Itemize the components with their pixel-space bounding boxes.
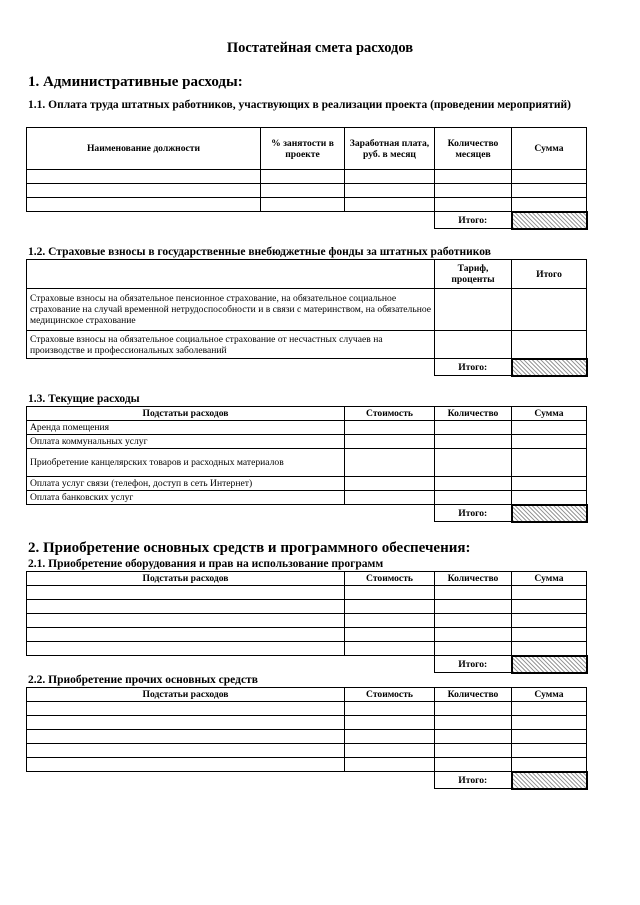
col-subitems: Подстатьи расходов [27,688,345,702]
col-salary: Заработная плата, руб. в месяц [345,128,435,170]
table-row [27,600,587,614]
cell[interactable] [261,198,345,212]
table-row [27,744,587,758]
cell[interactable] [345,491,435,505]
total-sum-cell[interactable] [512,212,587,229]
total-row [27,359,587,376]
total-sum-cell[interactable] [512,656,587,673]
col-employment-percent: % занятости в проекте [261,128,345,170]
cell[interactable] [435,170,512,184]
table-header-row [27,128,587,170]
section-1-1-heading: 1.1. Оплата труда штатных работников, участвующих в реализации проекта (проведении мероприятий) [28,99,571,111]
cell[interactable] [435,421,512,435]
cell[interactable] [435,198,512,212]
row-label: Оплата услуг связи (телефон, доступ в сеть Интернет) [27,477,345,491]
cell[interactable] [512,614,587,628]
cell[interactable] [435,435,512,449]
cell[interactable] [435,184,512,198]
cell[interactable] [435,642,512,656]
row-label: Оплата коммунальных услуг [27,435,345,449]
cell[interactable] [27,614,345,628]
cell[interactable] [345,435,435,449]
section-2-1-heading: 2.1. Приобретение оборудования и прав на использование программ [28,558,384,570]
col-cost: Стоимость [345,407,435,421]
cell[interactable] [512,600,587,614]
table-row [27,642,587,656]
cell[interactable] [512,198,587,212]
cell[interactable] [345,758,435,772]
cell[interactable] [27,586,345,600]
col-cost: Стоимость [345,688,435,702]
cell[interactable] [435,491,512,505]
cell[interactable] [435,730,512,744]
cell[interactable] [27,198,261,212]
col-quantity: Количество [435,572,512,586]
table-row [27,435,587,449]
cell[interactable] [512,435,587,449]
cell[interactable] [512,184,587,198]
cell[interactable] [27,758,345,772]
table-header-row [27,688,587,702]
cell[interactable] [435,744,512,758]
section-2-heading: 2. Приобретение основных средств и программного обеспечения: [28,540,471,556]
row-label: Оплата банковских услуг [27,491,345,505]
cell[interactable] [435,600,512,614]
cell[interactable] [27,744,345,758]
table-1-3-current-expenses [26,406,588,523]
col-tariff: Тариф, проценты [435,260,512,289]
cell[interactable] [512,289,587,331]
table-row [27,449,587,477]
cell[interactable] [512,730,587,744]
col-sum: Сумма [512,688,587,702]
table-header-row [27,260,587,289]
table-row [27,702,587,716]
cell[interactable] [345,702,435,716]
cell[interactable] [345,449,435,477]
cell[interactable] [435,331,512,359]
cell[interactable] [512,477,587,491]
table-row [27,421,587,435]
col-total: Итого [512,260,587,289]
table-row [27,170,587,184]
total-row [27,656,587,673]
cell[interactable] [435,758,512,772]
cell[interactable] [345,586,435,600]
cell[interactable] [27,642,345,656]
cell[interactable] [27,716,345,730]
table-row [27,586,587,600]
cell[interactable] [27,628,345,642]
table-2-1-equipment [26,571,588,674]
section-1-heading: 1. Административные расходы: [28,74,243,90]
col-sum: Сумма [512,572,587,586]
col-quantity: Количество [435,688,512,702]
cell[interactable] [27,184,261,198]
total-row [27,212,587,229]
cell[interactable] [27,170,261,184]
col-quantity: Количество [435,407,512,421]
col-position-name: Наименование должности [27,128,261,170]
total-sum-cell[interactable] [512,772,587,789]
cell[interactable] [435,289,512,331]
cell[interactable] [345,170,435,184]
cell[interactable] [512,702,587,716]
cell[interactable] [512,491,587,505]
row-label: Приобретение канцелярских товаров и расходных материалов [27,449,345,477]
table-row [27,477,587,491]
cell[interactable] [345,184,435,198]
total-label: Итого: [435,772,512,789]
table-row [27,628,587,642]
cell[interactable] [512,421,587,435]
cell[interactable] [345,730,435,744]
cell[interactable] [435,477,512,491]
cell[interactable] [435,449,512,477]
cell[interactable] [512,331,587,359]
col-sum: Сумма [512,128,587,170]
cell[interactable] [345,628,435,642]
table-row [27,289,587,331]
col-subitems: Подстатьи расходов [27,572,345,586]
cell[interactable] [27,702,345,716]
cell[interactable] [345,716,435,730]
table-header-row [27,407,587,421]
section-2-2-heading: 2.2. Приобретение прочих основных средств [28,674,258,686]
cell[interactable] [512,642,587,656]
table-header-row [27,572,587,586]
total-row [27,505,587,522]
total-label: Итого: [435,656,512,673]
cell[interactable] [27,600,345,614]
table-2-2-other-assets [26,687,588,790]
cell[interactable] [261,184,345,198]
cell[interactable] [435,716,512,730]
table-row [27,758,587,772]
total-row [27,772,587,789]
cell[interactable] [435,586,512,600]
table-row [27,491,587,505]
cell[interactable] [512,628,587,642]
section-1-2-heading: 1.2. Страховые взносы в государственные внебюджетные фонды за штатных работников [28,246,491,258]
table-row [27,331,587,359]
col-subitems: Подстатьи расходов [27,407,345,421]
table-row [27,198,587,212]
cell[interactable] [345,744,435,758]
cell[interactable] [261,170,345,184]
table-1-2-insurance [26,259,588,377]
row-label: Аренда помещения [27,421,345,435]
cell[interactable] [435,614,512,628]
table-row [27,716,587,730]
cell[interactable] [512,449,587,477]
cell[interactable] [345,198,435,212]
table-row [27,614,587,628]
total-label: Итого: [435,359,512,376]
page-title: Постатейная смета расходов [226,40,414,56]
cell[interactable] [27,730,345,744]
table-row [27,730,587,744]
total-sum-cell[interactable] [512,359,587,376]
table-row [27,184,587,198]
cell[interactable] [345,477,435,491]
cell[interactable] [512,716,587,730]
col-cost: Стоимость [345,572,435,586]
table-1-1-salaries [26,127,588,230]
cell[interactable] [435,628,512,642]
cell[interactable] [435,702,512,716]
cell[interactable] [512,744,587,758]
col-sum: Сумма [512,407,587,421]
section-1-3-heading: 1.3. Текущие расходы [28,393,140,405]
cell[interactable] [512,758,587,772]
total-label: Итого: [435,505,512,522]
row-label: Страховые взносы на обязательное пенсионное страхование, на обязательное социальное страхование на случай временной нетрудоспособности и в связи с материнством, на обязательное медицинское страхование [27,289,435,331]
total-sum-cell[interactable] [512,505,587,522]
cell[interactable] [345,642,435,656]
cell[interactable] [512,586,587,600]
cell[interactable] [345,421,435,435]
total-label: Итого: [435,212,512,229]
row-label: Страховые взносы на обязательное социальное страхование от несчастных случаев на производстве и профессиональных заболеваний [27,331,435,359]
cell[interactable] [345,614,435,628]
cell[interactable] [512,170,587,184]
cell[interactable] [345,600,435,614]
col-months: Количество месяцев [435,128,512,170]
